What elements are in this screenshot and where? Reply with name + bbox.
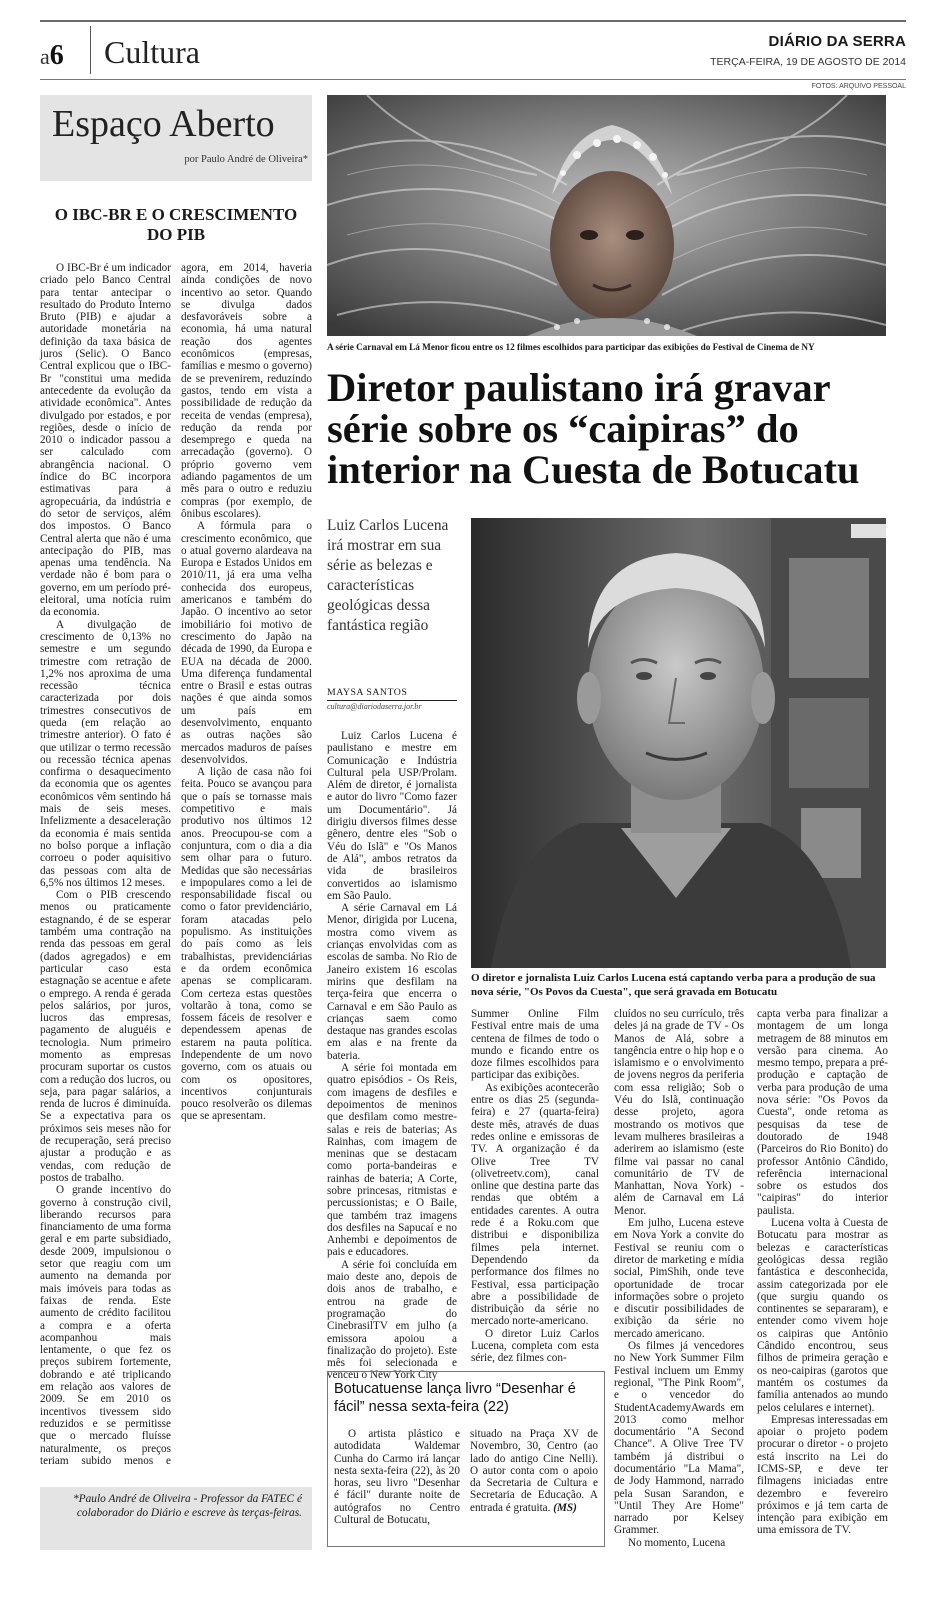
sidebar-paragraph: situado na Praça XV de Novembro, 30, Centro (ao lado do antigo Cine Nelli). O autor conta com o apoio da Secretaria de Cultura e Secretaria de Educação. A entrada é gratuita. (MS) xyxy=(470,1428,598,1514)
photo-credit: FOTOS: ARQUIVO PESSOAL xyxy=(811,83,906,90)
opinion-paragraph: A divulgação de crescimento de 0,13% no semestre e um segundo trimestre com retração de 1,2% nos aproxima de uma recessão técnica caracterizada por dois trimestres consecutivos de queda (em relação ao trimestre anterior). O fato é que utilizar o termo recessão ou recessão técnica apenas confirma o desaquecimento da economia que os agentes econômicos vêm sentindo há mais de seis meses. Infelizmente a desaceleração da economia é mais sentida no bolso porque a inflação corroeu o poder aquisitivo das pessoas com alta de 6,5% nos últimos 12 meses. xyxy=(40,618,171,889)
opinion-paragraph: O grande incentivo do governo à construção civil, liberando recursos para financiamento de uma forma geral e em parte subsidiado, desde 2009, impulsionou o setor que reagiu com um aumento na demanda por mais imóveis para todas as faixas de renda. Este aumento de crédito facilitou a compra e a oferta acompanhou mais lentamente, o que fez os preços subirem fortemente, dobrando e até triplicando em relação aos valores de 2009. Se em 2010 os incentivos tivessem sido reduzidos e se permitisse que o mercado fluísse naturalmente, os preços teriam subido menos e agora, em 2014, haveria ainda condições de novo incentivo ao setor. Quando se divulga dados desfavoráveis sobre a economia, há uma natural reação dos agentes econômicos (empresas, famílias e mesmo o governo) de se prevenirem, reduzindo gastos, tendo em vista a possibilidade de redução da receita de vendas (empresa), redução da renda por desemprego e queda na arrecadação (governo). O próprio governo vem adiando pagamentos de um mês para o outro e reduziu compras (por exemplo, de ônibus escolares). xyxy=(40,262,312,1467)
header-rule xyxy=(40,79,906,80)
sidebar-column xyxy=(334,1428,460,1526)
header-separator xyxy=(90,26,91,74)
author-note: *Paulo André de Oliveira - Professor da FATEC é colaborador do Diário e escreve às terças-feiras. xyxy=(40,1487,312,1550)
top-rule xyxy=(40,20,906,22)
story-paragraph: No momento, Lucena xyxy=(628,1536,726,1549)
story-paragraph: Empresas interessadas em apoiar o projeto podem procurar o diretor - o projeto está inscrito na Lei do ICMS-SP, e deve ter filmagens iniciadas entre dezembro e fevereiro próximos e já tem carta de intenção para exibição em uma emissora de TV. xyxy=(757,1413,888,1537)
story-paragraph: O diretor Luiz Carlos Lucena, completa com esta série, dez filmes con- xyxy=(471,1327,599,1365)
opinion-paragraph: Com o PIB crescendo menos ou praticamente estagnando, é de se esperar também uma contração na renda das pessoas em geral (dados agregados) e em particular caso esta estagnação se acentue e afete o emprego. A renda é gerada pelos salários, por juros, lucros das empresas, pagamento de aluguéis e tecnologia. Num primeiro momento as empresas procuram suportar os custos com a redução dos lucros, ou seja, para pagar salários, a renda de lucros é diminuída. Se a expectativa para os próximos seis meses não for de recuperação, será preciso ajustar a produção e as vendas, com redução de postos de trabalho. xyxy=(40,889,171,1184)
story-paragraph: A série foi concluída em maio deste ano, depois de dois anos de trabalho, e entrou na grade de programação do CinebrasilTV em julho (a emissora apoiou a finalização do projeto). Este mês foi selecionada e venceu o New York City xyxy=(327,1258,457,1382)
section-title: Cultura xyxy=(104,34,200,70)
story-email: cultura@diariodaserra.jor.br xyxy=(327,702,422,711)
story-paragraph: Summer Online Film Festival entre mais de uma centena de filmes de todo o mundo e ficando entre os doze filmes escolhidos para participar das exibições. xyxy=(471,1008,599,1082)
issue-date: TERÇA-FEIRA, 19 DE AGOSTO DE 2014 xyxy=(710,56,906,68)
story-author: MAYSA SANTOS xyxy=(327,687,457,701)
opinion-body xyxy=(40,262,312,1472)
story-paragraph: capta verba para finalizar a montagem de um longa metragem de 88 minutos em versão para cinema. Ao mesmo tempo, prepara a pré-produção e captação de verba para produção de uma nova série: "Os Povos da Cuesta", onde retoma as pesquisas da tese de doutorado de 1948 (Parceiros do Rio Bonito) do professor Antônio Cândido, referência internacional sobre os estudos dos "caipiras" do interior paulista. xyxy=(757,1008,888,1217)
sidebar-paragraph: O artista plástico e autodidata Waldemar Cunha do Carmo irá lançar nesta sexta-feira (22), às 20 horas, seu livro "Desenhar é fácil" durante noite de autógrafos no Centro Cultural de Botucatu, xyxy=(334,1428,460,1527)
sidebar-title: Botucatuense lança livro “Desenhar é fácil” nessa sexta-feira (22) xyxy=(334,1381,576,1415)
story-paragraph: A série foi montada em quatro episódios - Os Reis, com imagens de desfiles e depoimentos de meninos que desfilam como mestre-salas e reis de baterias; As Rainhas, com imagem de meninas que se destacam como porta-bandeiras e rainhas de bateria; A Corte, sobre princesas, ritmistas e percussionistas; e O Baile, que também traz imagens dos desfiles na Sapucaí e no Anhembi e depoimentos de pais e educadores. xyxy=(327,1062,457,1259)
story-paragraph: Lucena volta à Cuesta de Botucatu para mostrar as belezas e características geológicas dessa região fantástica e desconhecida, assim categorizada por ele (que surgiu quando os continentes se separaram), e entender como vivem hoje os caipiras que Antônio Cândido encontrou, seus filhos de primeira geração e os neo-caipiras (garotos que mantém os costumes da família antenados ao mundo pelos celulares e internet). xyxy=(757,1217,888,1414)
opinion-title: O IBC-BR E O CRESCIMENTO DO PIB xyxy=(54,205,298,244)
story-deck: Luiz Carlos Lucena irá mostrar em sua série as belezas e características geológicas dessa fantástica região xyxy=(327,517,449,634)
story-paragraph: Os filmes já vencedores no New York Summer Film Festival incluem um Emmy regional, "The Pink Room", e o vencedor do StudentAcademyAwards em 2013 como melhor documentário "A Second Chance". A Olive Tree TV também já distribui o documentário "La Mama", de Jody Hammond, narrado pela Susan Sarandon, e "Until They Are Home" narrado por Kelsey Grammer. xyxy=(614,1340,744,1537)
photo-caption: O diretor e jornalista Luiz Carlos Lucena está captando verba para a produção de sua nova série, "Os Povos da Cuesta", que será gravada em Botucatu xyxy=(471,972,876,998)
opinion-paragraph: A lição de casa não foi feita. Pouco se avançou para que o país se tornasse mais competitivo e mais produtivo nos últimos 12 anos. Preocupou-se com a conjuntura, com o dia a dia sem olhar para o futuro. Medidas que são necessárias e impopulares como a lei de responsabilidade fiscal ou como o fator previdenciário, foram atacadas pelo populismo. As instituições do país como as leis trabalhistas, previdenciárias e da ordem econômica apenas se complicaram. Com certeza estas questões voltarão à tona, como se fossem fáceis de resolver e dependessem apenas de estarem na pauta política. Independente de um novo governo, com os atuais ou com os opositores, incentivos conjunturais pouco resolverão os dilemas que se apresentam. xyxy=(181,766,312,1123)
story-column xyxy=(757,1008,888,1537)
story-paragraph: As exibições acontecerão entre os dias 25 (segunda-feira) e 27 (quarta-feira) deste mês, através de duas redes online e emissoras de TV. A organização é da Olive Tree TV (olivetreetv.com), canal online que destina parte das rendas que obtém a entidades carentes. A outra rede é a Roku.com que distribui e disponibiliza filmes pela internet. Dependendo da performance dos filmes no Festival, essa participação abre a possibilidade de distribuição da série no mercado norte-americano. xyxy=(471,1081,599,1328)
story-column xyxy=(614,1008,744,1549)
opinion-paragraph: A fórmula para o crescimento econômico, que o atual governo alardeava na Europa e Estados Unidos em 2010/11, já era uma velha conhecida dos europeus, americanos e também do Japão. O incentivo ao setor imobiliário foi motivo de crescimento do Japão na década de 1990, da Europa e EUA na década de 2000. Uma diferença fundamental entre o Brasil e estas outras nações é que ainda somos um país em desenvolvimento, enquanto as outras nações são mercados maduros de países desenvolvidos. xyxy=(181,520,312,766)
carnival-dancer-photo xyxy=(327,95,886,336)
director-portrait-photo xyxy=(471,518,886,968)
story-paragraph: A série Carnaval em Lá Menor, dirigida por Lucena, mostra como vivem as crianças envolvidas com as escolas de samba. No Rio de Janeiro existem 16 escolas mirins que desfilam na terça-feira que encerra o Carnaval e em São Paulo as crianças saem como destaque nas grandes escolas em alas e na frente da bateria. xyxy=(327,902,457,1062)
story-paragraph: Em julho, Lucena esteve em Nova York a convite do Festival se reuniu com o diretor de marketing e mídia social, PimShih, onde teve oportunidade de trocar informações sobre o projeto e discutir possibilidades de exibição da série no mercado americano. xyxy=(614,1217,744,1340)
story-paragraph: cluídos no seu currículo, três deles já na grade de TV - Os Manos de Alá, sobre a tangência entre o hip hop e o islamismo e o envolvimento de jovens negros da periferia com essa religião; Sob o Véu do Islã, continuação desse projeto, agora mostrando os motivos que levam mulheres brasileiras a aderirem ao islamismo (este filme vai passar no canal comunitário de TV de Manhattan, Nova York) - além de Carnaval em Lá Menor. xyxy=(614,1008,744,1217)
photo-caption: A série Carnaval em Lá Menor ficou entre os 12 filmes escolhidos para participar das exibições do Festival de Cinema de NY xyxy=(327,342,815,352)
story-headline: Diretor paulistano irá gravar série sobre os “caipiras” do interior na Cuesta de Botucatu xyxy=(327,365,860,492)
story-column xyxy=(471,1008,599,1365)
sidebar-signoff: (MS) xyxy=(553,1501,577,1514)
column-name: Espaço Aberto xyxy=(52,103,275,145)
sidebar-column xyxy=(470,1428,598,1514)
story-column xyxy=(327,730,457,1382)
story-paragraph: Luiz Carlos Lucena é paulistano e mestre em Comunicação e Indústria Cultural pela USP/Prolam. Além de diretor, é jornalista e autor do livro "Como fazer um Documentário". Já dirigiu diversos filmes desse gênero, dentre eles "Sob o Véu do Islã" e "Os Manos de Alá", ambos retratos da vida de brasileiros convertidos ao islamismo em São Paulo. xyxy=(327,730,457,902)
page-number: a6 xyxy=(40,40,64,71)
masthead: DIÁRIO DA SERRA xyxy=(768,33,906,50)
column-byline: por Paulo André de Oliveira* xyxy=(184,154,308,165)
opinion-paragraph: O IBC-Br é um indicador criado pelo Banco Central para tentar antecipar o resultado do Produto Interno Bruto (PIB) e ajudar a autoridade monetária na definição da taxa básica de juros (Selic). O Banco Central explicou que o IBC-Br "constitui uma medida antecedente da evolução da atividade econômica". Antes divulgado por estados, e por regiões, desde o início de 2010 o indicador passou a ser calculado com abrangência nacional. O índice do BC incorpora estimativas para a agropecuária, da indústria e do setor de serviços, além dos impostos. O Banco Central alerta que não é uma antecipação do PIB, mas apenas uma tendência. Na verdade não é bom para o governo, em um período pré-eleitoral, uma notícia ruim da economia. xyxy=(40,262,171,619)
